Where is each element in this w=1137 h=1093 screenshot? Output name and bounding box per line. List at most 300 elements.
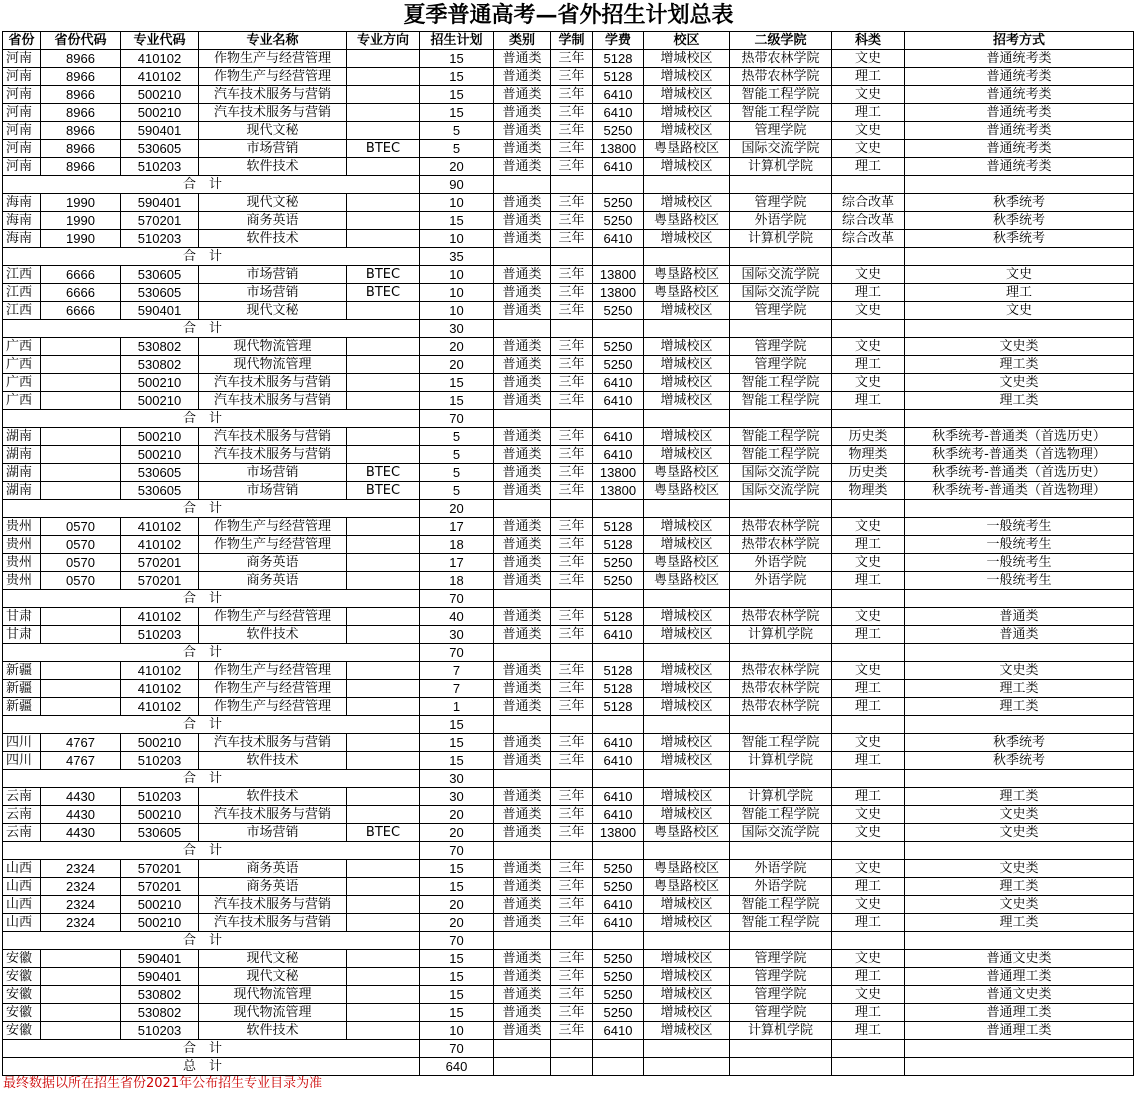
table-cell: 河南: [3, 68, 41, 86]
table-cell: 三年: [551, 338, 593, 356]
table-cell: 500210: [121, 374, 199, 392]
table-cell: 5128: [593, 536, 644, 554]
table-cell: 河南: [3, 158, 41, 176]
table-cell: 热带农林学院: [730, 662, 832, 680]
subtotal-row: [3, 248, 1134, 266]
table-cell: 普通类: [494, 626, 551, 644]
table-cell: 理工: [832, 284, 905, 302]
table-cell: 汽车技术服务与营销: [199, 896, 347, 914]
table-row: [3, 1022, 1134, 1040]
table-cell: [41, 428, 121, 446]
table-cell: 现代物流管理: [199, 356, 347, 374]
table-cell: 汽车技术服务与营销: [199, 374, 347, 392]
table-cell: 增城校区: [644, 446, 730, 464]
table-cell: 15: [420, 68, 494, 86]
table-cell: 20: [420, 158, 494, 176]
table-cell: 6666: [41, 284, 121, 302]
table-row: [3, 464, 1134, 482]
table-cell: 普通统考类: [905, 158, 1134, 176]
table-cell: 增城校区: [644, 356, 730, 374]
subtotal-row: [3, 320, 1134, 338]
table-cell: 商务英语: [199, 212, 347, 230]
table-cell: [347, 752, 420, 770]
table-cell: 文史类: [905, 806, 1134, 824]
empty-cell: [832, 770, 905, 788]
table-cell: 增城校区: [644, 1004, 730, 1022]
table-cell: 20: [420, 806, 494, 824]
table-cell: 商务英语: [199, 878, 347, 896]
table-cell: 三年: [551, 122, 593, 140]
table-cell: 历史类: [832, 464, 905, 482]
table-cell: 三年: [551, 518, 593, 536]
table-cell: BTEC: [347, 464, 420, 482]
table-row: [3, 626, 1134, 644]
table-cell: 5250: [593, 986, 644, 1004]
table-cell: 增城校区: [644, 680, 730, 698]
empty-cell: [644, 932, 730, 950]
table-cell: 6410: [593, 752, 644, 770]
table-cell: 普通类: [494, 482, 551, 500]
total-row: [3, 1058, 1134, 1076]
column-header: 专业方向: [347, 32, 420, 50]
empty-cell: [494, 842, 551, 860]
table-cell: 增城校区: [644, 968, 730, 986]
table-cell: 增城校区: [644, 626, 730, 644]
table-cell: 增城校区: [644, 752, 730, 770]
subtotal-value: 70: [420, 1040, 494, 1058]
table-cell: 理工: [832, 878, 905, 896]
table-cell: 2324: [41, 860, 121, 878]
table-cell: 市场营销: [199, 266, 347, 284]
table-cell: 普通类: [905, 608, 1134, 626]
table-cell: 商务英语: [199, 554, 347, 572]
table-cell: [347, 896, 420, 914]
table-cell: 普通统考类: [905, 50, 1134, 68]
table-cell: 增城校区: [644, 392, 730, 410]
table-cell: 普通类: [494, 230, 551, 248]
table-cell: 普通类: [494, 698, 551, 716]
table-cell: 市场营销: [199, 284, 347, 302]
table-cell: [347, 428, 420, 446]
table-cell: 590401: [121, 194, 199, 212]
table-cell: 海南: [3, 230, 41, 248]
table-cell: 15: [420, 374, 494, 392]
enrollment-plan-table: [2, 31, 1134, 1076]
table-cell: 理工: [832, 392, 905, 410]
table-cell: 理工类: [905, 878, 1134, 896]
table-cell: 普通理工类: [905, 1004, 1134, 1022]
table-cell: 河南: [3, 140, 41, 158]
table-cell: 普通类: [494, 284, 551, 302]
table-cell: 理工: [832, 572, 905, 590]
subtotal-value: 30: [420, 320, 494, 338]
table-cell: 智能工程学院: [730, 914, 832, 932]
table-row: [3, 230, 1134, 248]
table-cell: [41, 464, 121, 482]
subtotal-label: 合 计: [3, 716, 420, 734]
table-cell: 6666: [41, 302, 121, 320]
table-cell: 510203: [121, 788, 199, 806]
table-cell: 计算机学院: [730, 230, 832, 248]
empty-cell: [551, 842, 593, 860]
table-cell: 17: [420, 554, 494, 572]
table-cell: 贵州: [3, 518, 41, 536]
empty-cell: [644, 716, 730, 734]
table-cell: 普通统考类: [905, 86, 1134, 104]
table-row: [3, 824, 1134, 842]
table-cell: 安徽: [3, 1004, 41, 1022]
table-cell: 综合改革: [832, 212, 905, 230]
table-cell: 410102: [121, 68, 199, 86]
empty-cell: [644, 842, 730, 860]
table-cell: 三年: [551, 1022, 593, 1040]
table-cell: 10: [420, 230, 494, 248]
table-cell: 河南: [3, 122, 41, 140]
table-cell: 8966: [41, 140, 121, 158]
table-cell: 5128: [593, 698, 644, 716]
empty-cell: [905, 248, 1134, 266]
table-cell: 三年: [551, 68, 593, 86]
empty-cell: [494, 320, 551, 338]
table-cell: 5128: [593, 608, 644, 626]
empty-cell: [593, 644, 644, 662]
table-cell: 安徽: [3, 986, 41, 1004]
empty-cell: [730, 716, 832, 734]
table-cell: 增城校区: [644, 788, 730, 806]
table-cell: BTEC: [347, 266, 420, 284]
table-cell: 4767: [41, 734, 121, 752]
table-cell: 普通类: [494, 896, 551, 914]
table-cell: 10: [420, 284, 494, 302]
table-cell: 530802: [121, 1004, 199, 1022]
table-cell: 软件技术: [199, 230, 347, 248]
table-cell: 理工类: [905, 788, 1134, 806]
table-row: [3, 158, 1134, 176]
table-cell: 15: [420, 950, 494, 968]
table-cell: BTEC: [347, 824, 420, 842]
table-cell: 18: [420, 536, 494, 554]
table-row: [3, 698, 1134, 716]
table-cell: 理工类: [905, 680, 1134, 698]
empty-cell: [551, 320, 593, 338]
table-cell: 500210: [121, 914, 199, 932]
subtotal-label: 合 计: [3, 842, 420, 860]
column-header: 学制: [551, 32, 593, 50]
table-cell: 增城校区: [644, 950, 730, 968]
table-cell: 500210: [121, 428, 199, 446]
empty-cell: [593, 1040, 644, 1058]
column-header: 校区: [644, 32, 730, 50]
table-cell: 现代文秘: [199, 968, 347, 986]
table-cell: 20: [420, 356, 494, 374]
table-cell: [41, 608, 121, 626]
table-cell: 商务英语: [199, 572, 347, 590]
empty-cell: [832, 248, 905, 266]
table-cell: 0570: [41, 554, 121, 572]
table-cell: 理工: [832, 752, 905, 770]
table-cell: 普通类: [494, 554, 551, 572]
table-cell: 20: [420, 824, 494, 842]
table-cell: 5128: [593, 50, 644, 68]
table-cell: 普通类: [494, 824, 551, 842]
table-cell: 外语学院: [730, 212, 832, 230]
table-row: [3, 86, 1134, 104]
table-cell: 管理学院: [730, 302, 832, 320]
table-cell: 一般统考生: [905, 518, 1134, 536]
subtotal-value: 70: [420, 842, 494, 860]
table-cell: 570201: [121, 878, 199, 896]
table-cell: 增城校区: [644, 518, 730, 536]
table-cell: 文史: [832, 140, 905, 158]
table-cell: 15: [420, 1004, 494, 1022]
table-cell: 海南: [3, 212, 41, 230]
subtotal-value: 90: [420, 176, 494, 194]
table-cell: 1990: [41, 212, 121, 230]
empty-cell: [730, 1040, 832, 1058]
table-cell: 文史: [832, 86, 905, 104]
empty-cell: [593, 590, 644, 608]
empty-cell: [730, 590, 832, 608]
table-row: [3, 392, 1134, 410]
table-cell: [347, 734, 420, 752]
table-cell: 文史: [832, 608, 905, 626]
table-cell: 6410: [593, 788, 644, 806]
table-cell: 智能工程学院: [730, 86, 832, 104]
subtotal-value: 70: [420, 932, 494, 950]
table-cell: 云南: [3, 824, 41, 842]
table-row: [3, 140, 1134, 158]
table-cell: 30: [420, 626, 494, 644]
table-cell: 6410: [593, 86, 644, 104]
table-cell: 5: [420, 464, 494, 482]
subtotal-row: [3, 1040, 1134, 1058]
empty-cell: [593, 176, 644, 194]
empty-cell: [832, 1058, 905, 1076]
table-cell: [41, 950, 121, 968]
table-cell: 热带农林学院: [730, 608, 832, 626]
table-cell: 5250: [593, 338, 644, 356]
empty-cell: [551, 590, 593, 608]
table-cell: 河南: [3, 104, 41, 122]
table-cell: 530605: [121, 284, 199, 302]
table-cell: 普通类: [494, 266, 551, 284]
table-cell: 5128: [593, 662, 644, 680]
empty-cell: [593, 410, 644, 428]
table-cell: 8966: [41, 68, 121, 86]
table-cell: 三年: [551, 986, 593, 1004]
table-cell: 三年: [551, 50, 593, 68]
empty-cell: [730, 320, 832, 338]
table-cell: 文史: [832, 302, 905, 320]
table-cell: 现代物流管理: [199, 1004, 347, 1022]
table-cell: 贵州: [3, 536, 41, 554]
table-cell: 文史: [832, 860, 905, 878]
empty-cell: [905, 1058, 1134, 1076]
table-cell: 10: [420, 302, 494, 320]
table-cell: 理工: [832, 680, 905, 698]
table-cell: 现代文秘: [199, 950, 347, 968]
table-cell: [347, 158, 420, 176]
table-cell: 国际交流学院: [730, 824, 832, 842]
table-cell: 三年: [551, 860, 593, 878]
table-cell: 15: [420, 86, 494, 104]
table-cell: 管理学院: [730, 1004, 832, 1022]
table-cell: 20: [420, 896, 494, 914]
table-cell: 安徽: [3, 968, 41, 986]
table-cell: 国际交流学院: [730, 284, 832, 302]
table-cell: 增城校区: [644, 104, 730, 122]
table-row: [3, 194, 1134, 212]
table-cell: 普通类: [494, 104, 551, 122]
table-cell: 理工: [832, 104, 905, 122]
table-cell: 现代文秘: [199, 194, 347, 212]
table-cell: 增城校区: [644, 806, 730, 824]
table-cell: 570201: [121, 554, 199, 572]
table-cell: 15: [420, 392, 494, 410]
table-cell: 云南: [3, 806, 41, 824]
table-cell: 三年: [551, 356, 593, 374]
empty-cell: [551, 248, 593, 266]
table-row: [3, 554, 1134, 572]
table-cell: 三年: [551, 896, 593, 914]
table-cell: [41, 446, 121, 464]
table-cell: 8966: [41, 122, 121, 140]
empty-cell: [832, 1040, 905, 1058]
empty-cell: [551, 500, 593, 518]
table-cell: 5128: [593, 680, 644, 698]
table-cell: 理工: [905, 284, 1134, 302]
table-cell: 5250: [593, 122, 644, 140]
table-cell: 外语学院: [730, 554, 832, 572]
column-header: 专业名称: [199, 32, 347, 50]
table-cell: 5: [420, 482, 494, 500]
table-cell: 管理学院: [730, 122, 832, 140]
table-cell: 计算机学院: [730, 626, 832, 644]
table-cell: 三年: [551, 86, 593, 104]
table-row: [3, 302, 1134, 320]
table-cell: 普通类: [494, 878, 551, 896]
table-cell: 三年: [551, 698, 593, 716]
table-cell: 贵州: [3, 572, 41, 590]
table-cell: 普通类: [494, 158, 551, 176]
table-cell: 文史类: [905, 338, 1134, 356]
table-cell: 530802: [121, 986, 199, 1004]
empty-cell: [494, 932, 551, 950]
empty-cell: [593, 932, 644, 950]
table-cell: 历史类: [832, 428, 905, 446]
table-cell: 文史类: [905, 896, 1134, 914]
table-cell: 计算机学院: [730, 1022, 832, 1040]
subtotal-value: 70: [420, 410, 494, 428]
table-row: [3, 122, 1134, 140]
table-cell: 1990: [41, 230, 121, 248]
table-cell: 三年: [551, 554, 593, 572]
table-row: [3, 374, 1134, 392]
table-cell: 20: [420, 914, 494, 932]
table-cell: 15: [420, 878, 494, 896]
table-row: [3, 788, 1134, 806]
table-row: [3, 518, 1134, 536]
table-cell: 普通类: [494, 572, 551, 590]
table-cell: 普通类: [494, 140, 551, 158]
empty-cell: [905, 590, 1134, 608]
table-cell: 甘肃: [3, 608, 41, 626]
table-cell: 汽车技术服务与营销: [199, 392, 347, 410]
table-cell: 三年: [551, 284, 593, 302]
table-cell: 1990: [41, 194, 121, 212]
table-cell: [41, 338, 121, 356]
table-cell: 1: [420, 698, 494, 716]
table-cell: 文史: [905, 302, 1134, 320]
table-cell: [347, 1022, 420, 1040]
table-body: [3, 50, 1134, 1076]
table-cell: 理工: [832, 356, 905, 374]
table-cell: 570201: [121, 212, 199, 230]
table-cell: 江西: [3, 284, 41, 302]
table-cell: 三年: [551, 680, 593, 698]
table-cell: 13800: [593, 824, 644, 842]
table-cell: 理工: [832, 914, 905, 932]
table-cell: 智能工程学院: [730, 734, 832, 752]
empty-cell: [905, 932, 1134, 950]
table-cell: 理工: [832, 626, 905, 644]
empty-cell: [551, 1040, 593, 1058]
table-cell: 粤垦路校区: [644, 860, 730, 878]
table-cell: 普通统考类: [905, 140, 1134, 158]
table-cell: 6410: [593, 230, 644, 248]
table-cell: 理工: [832, 68, 905, 86]
subtotal-label: 合 计: [3, 932, 420, 950]
table-cell: [41, 986, 121, 1004]
table-cell: 510203: [121, 158, 199, 176]
table-cell: [347, 392, 420, 410]
empty-cell: [494, 770, 551, 788]
table-cell: 三年: [551, 824, 593, 842]
table-cell: 普通类: [494, 950, 551, 968]
table-cell: 汽车技术服务与营销: [199, 446, 347, 464]
table-row: [3, 446, 1134, 464]
table-cell: 国际交流学院: [730, 482, 832, 500]
table-cell: 云南: [3, 788, 41, 806]
table-cell: 三年: [551, 914, 593, 932]
table-cell: 普通类: [494, 338, 551, 356]
table-cell: 510203: [121, 1022, 199, 1040]
table-cell: 文史类: [905, 374, 1134, 392]
table-cell: 增城校区: [644, 896, 730, 914]
table-cell: [347, 572, 420, 590]
table-row: [3, 860, 1134, 878]
table-cell: 410102: [121, 680, 199, 698]
table-cell: 粤垦路校区: [644, 464, 730, 482]
empty-cell: [832, 410, 905, 428]
table-cell: 510203: [121, 230, 199, 248]
table-cell: 普通类: [494, 302, 551, 320]
table-cell: 三年: [551, 302, 593, 320]
table-row: [3, 428, 1134, 446]
table-cell: 软件技术: [199, 626, 347, 644]
table-cell: 5250: [593, 356, 644, 374]
empty-cell: [494, 1040, 551, 1058]
table-cell: 三年: [551, 536, 593, 554]
subtotal-value: 70: [420, 644, 494, 662]
empty-cell: [905, 500, 1134, 518]
table-cell: 普通文史类: [905, 986, 1134, 1004]
table-cell: 普通文史类: [905, 950, 1134, 968]
table-row: [3, 608, 1134, 626]
table-row: [3, 356, 1134, 374]
empty-cell: [551, 716, 593, 734]
table-cell: 500210: [121, 392, 199, 410]
